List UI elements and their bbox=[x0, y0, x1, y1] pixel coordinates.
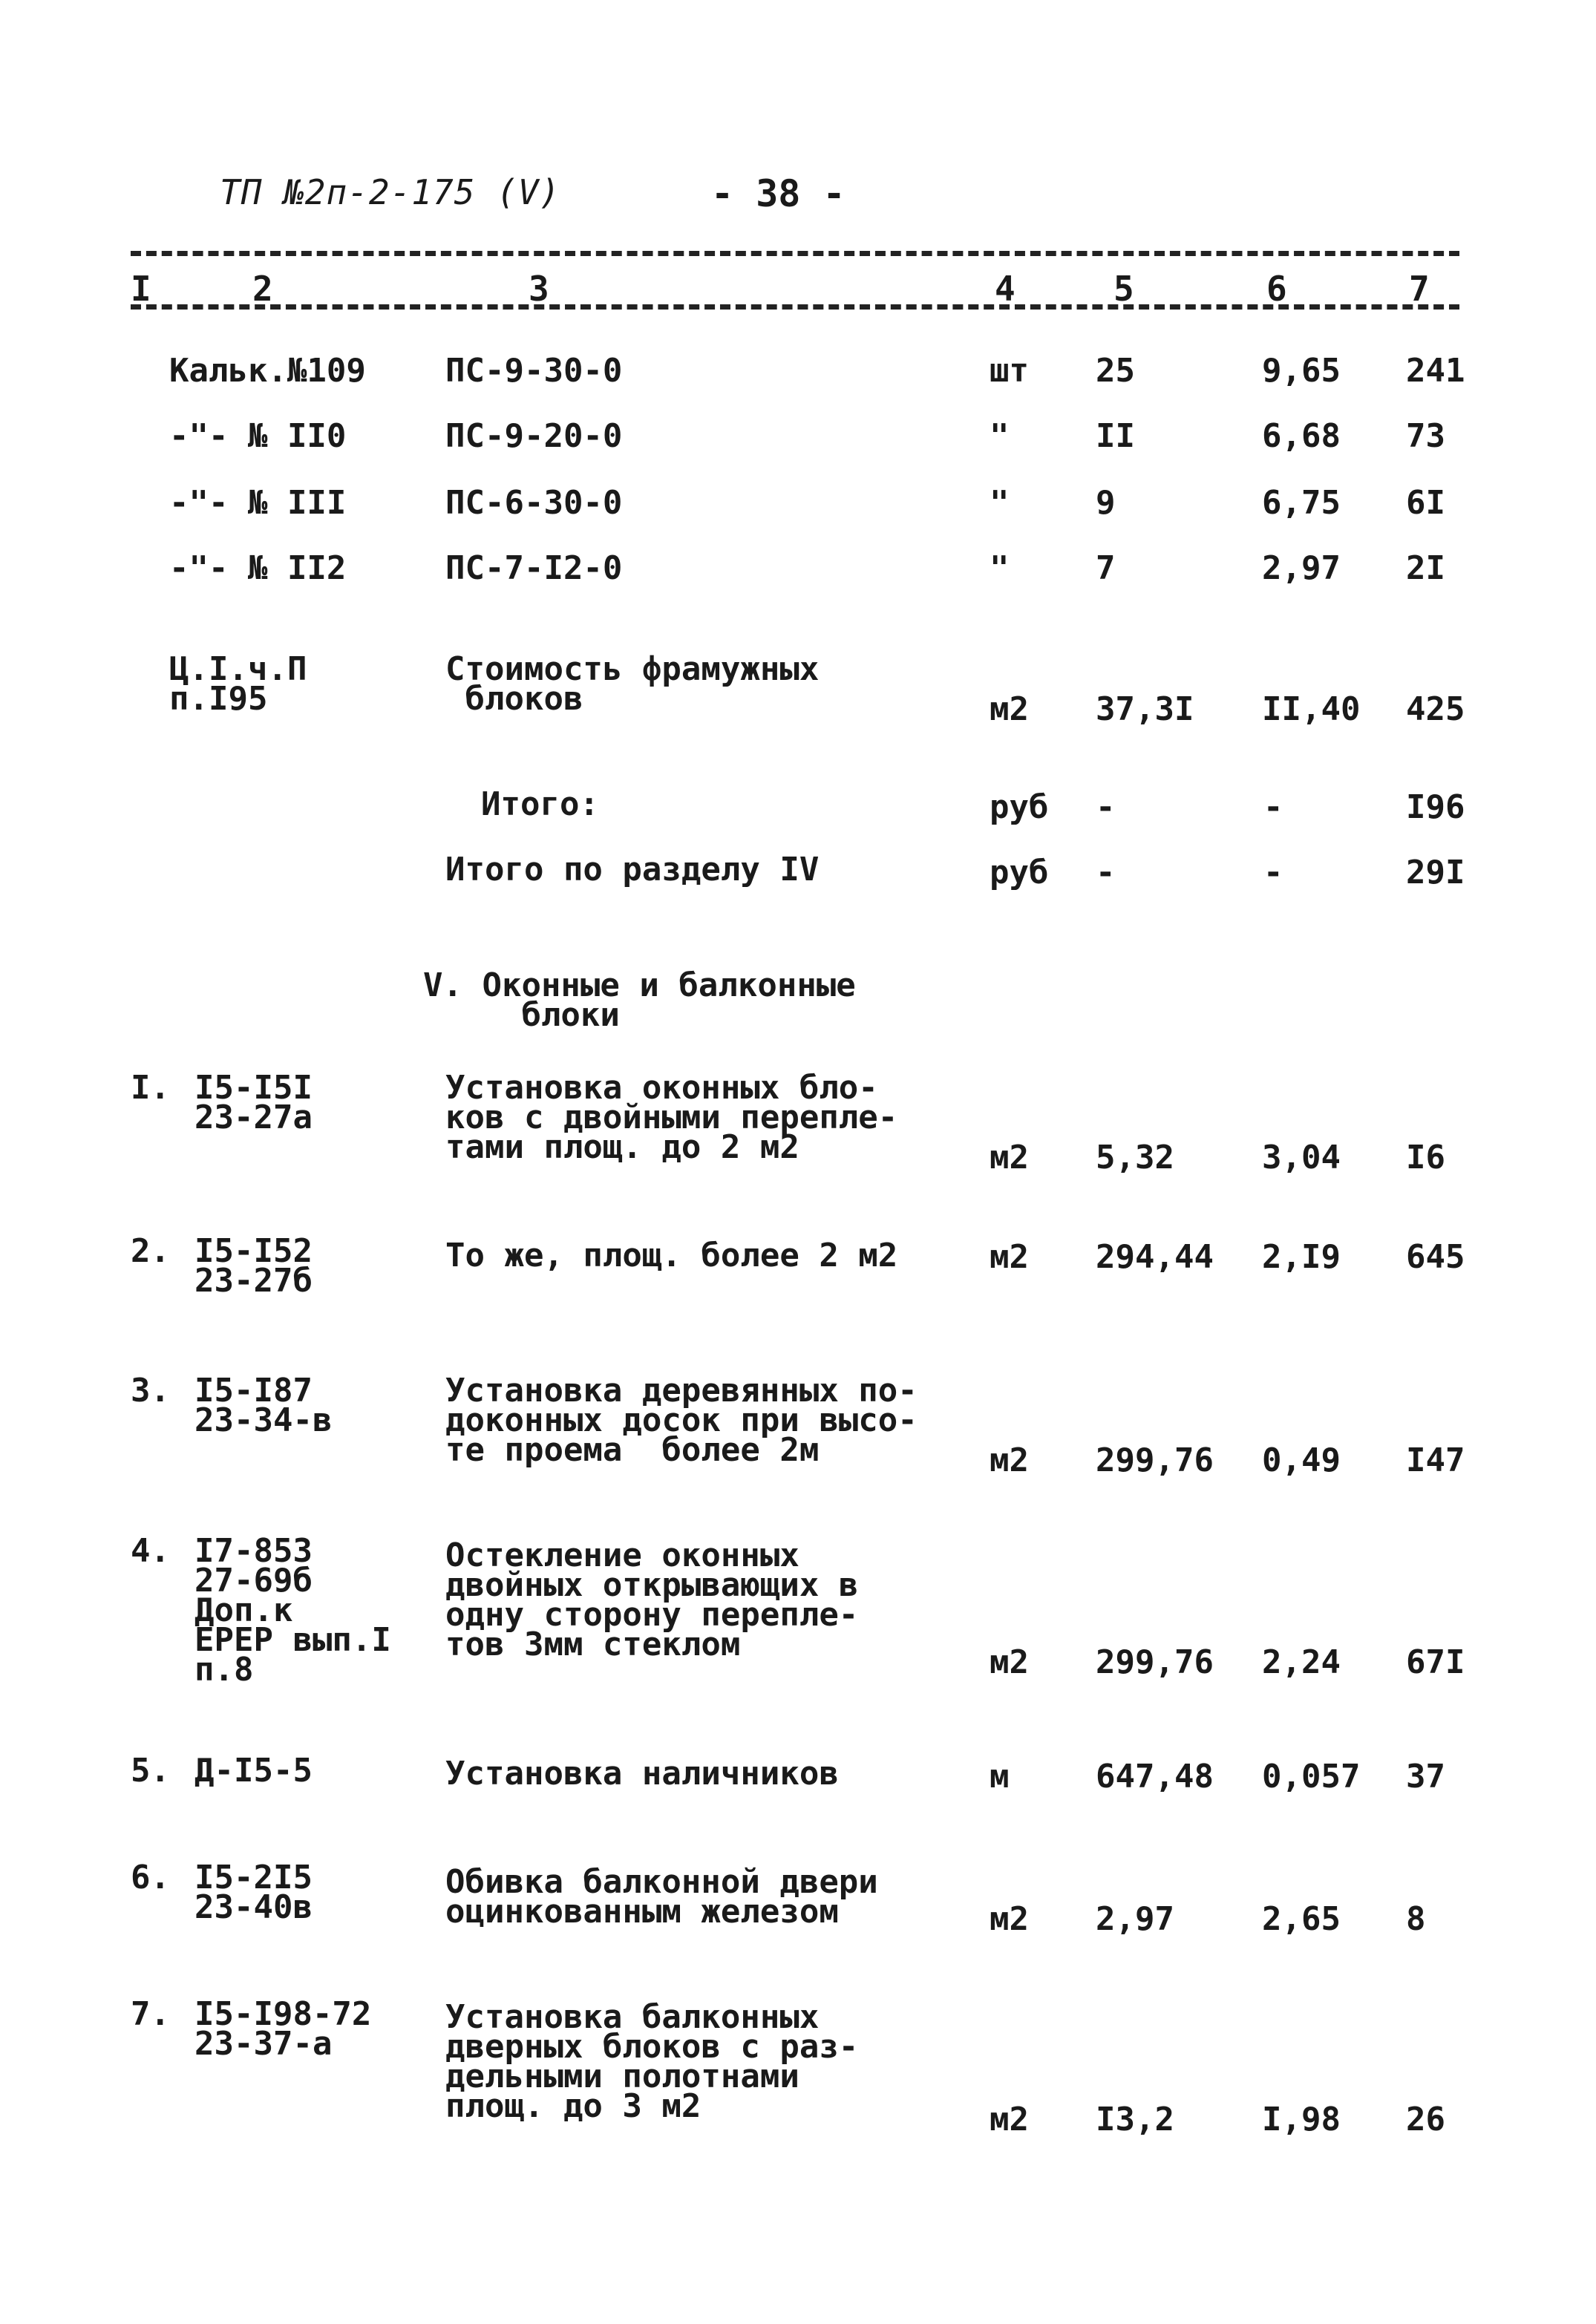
item-qty: I3,2 bbox=[1096, 2101, 1174, 2138]
row-total: 241 bbox=[1406, 352, 1465, 390]
item-ref: I5-2I5 23-40в bbox=[194, 1859, 313, 1926]
item-total: 37 bbox=[1406, 1758, 1445, 1796]
item-qty: 2,97 bbox=[1096, 1900, 1174, 1938]
item-number: 6. bbox=[131, 1859, 170, 1896]
row-total: 6I bbox=[1406, 484, 1445, 522]
item-price: 0,057 bbox=[1262, 1758, 1361, 1796]
row-qty: - bbox=[1096, 788, 1116, 826]
item-unit: м bbox=[990, 1758, 1010, 1796]
item-total: I47 bbox=[1406, 1441, 1465, 1479]
item-name: Обивка балконной двери оцинкованным железом bbox=[445, 1863, 878, 1931]
column-number-2: 2 bbox=[252, 269, 273, 309]
page-number: - 38 - bbox=[711, 172, 846, 215]
item-total: 645 bbox=[1406, 1238, 1465, 1276]
item-qty: 299,76 bbox=[1096, 1643, 1214, 1681]
item-qty: 299,76 bbox=[1096, 1441, 1214, 1479]
item-ref: I7-853 27-69б Доп.к ЕРЕР вып.I п.8 bbox=[194, 1532, 391, 1689]
row-price: - bbox=[1263, 788, 1283, 826]
column-number-3: 3 bbox=[529, 269, 549, 309]
item-unit: м2 bbox=[990, 1441, 1029, 1479]
row-qty: - bbox=[1096, 854, 1116, 891]
section-title: V. Оконные и балконные блоки bbox=[423, 966, 856, 1034]
item-name: Остекление оконных двойных открывающих в одну сторону перепле- тов 3мм стеклом bbox=[445, 1536, 859, 1663]
item-number: 3. bbox=[131, 1372, 170, 1410]
item-ref: I5-I5I 23-27а bbox=[194, 1069, 313, 1136]
row-price: 6,75 bbox=[1262, 484, 1341, 522]
row-qty: 9 bbox=[1096, 484, 1116, 522]
row-qty: 7 bbox=[1096, 549, 1116, 587]
subtotal-label: Итого: bbox=[481, 785, 599, 823]
column-number-7: 7 bbox=[1409, 269, 1430, 309]
item-name: Установка наличников bbox=[445, 1755, 839, 1793]
row-name: ПС-9-30-0 bbox=[445, 352, 623, 390]
row-name: ПС-7-I2-0 bbox=[445, 549, 623, 587]
row-price: - bbox=[1263, 854, 1283, 891]
item-ref: I5-I87 23-34-в bbox=[194, 1372, 333, 1439]
document-code: ТП №2п-2-175 (V) bbox=[220, 172, 561, 212]
column-number-4: 4 bbox=[995, 269, 1016, 309]
item-unit: м2 bbox=[990, 1238, 1029, 1276]
row-unit: " bbox=[990, 417, 1010, 455]
item-ref: Д-I5-5 bbox=[194, 1752, 313, 1790]
item-price: 0,49 bbox=[1262, 1441, 1341, 1479]
row-unit: шт bbox=[990, 352, 1029, 390]
item-number: 2. bbox=[131, 1232, 170, 1270]
row-total: I96 bbox=[1406, 788, 1465, 826]
row-unit: " bbox=[990, 549, 1010, 587]
row-ref: -"- № II0 bbox=[169, 417, 347, 455]
row-unit: руб bbox=[990, 788, 1049, 826]
item-name: Установка деревянных по- доконных досок при высо- те проема более 2м bbox=[445, 1372, 918, 1469]
row-price: 9,65 bbox=[1262, 352, 1341, 390]
item-number: 4. bbox=[131, 1532, 170, 1570]
section-total-label: Итого по разделу IV bbox=[445, 851, 820, 888]
table-header-rule bbox=[131, 304, 1459, 310]
item-price: I,98 bbox=[1262, 2101, 1341, 2138]
row-total: 29I bbox=[1406, 854, 1465, 891]
item-unit: м2 bbox=[990, 2101, 1029, 2138]
row-ref: -"- № III bbox=[169, 484, 347, 522]
item-number: 5. bbox=[131, 1752, 170, 1790]
item-total: 26 bbox=[1406, 2101, 1445, 2138]
item-price: 2,24 bbox=[1262, 1643, 1341, 1681]
row-name: ПС-6-30-0 bbox=[445, 484, 623, 522]
row-total: 73 bbox=[1406, 417, 1445, 455]
item-price: 2,I9 bbox=[1262, 1238, 1341, 1276]
item-total: I6 bbox=[1406, 1139, 1445, 1176]
row-price: 6,68 bbox=[1262, 417, 1341, 455]
row-total: 2I bbox=[1406, 549, 1445, 587]
row-ref: Кальк.№109 bbox=[169, 352, 366, 390]
item-ref: I5-I98-72 23-37-а bbox=[194, 1995, 372, 2063]
item-number: I. bbox=[131, 1069, 170, 1107]
item-total: 67I bbox=[1406, 1643, 1465, 1681]
item-name: Установка оконных бло- ков с двойными перепле- тами площ. до 2 м2 bbox=[445, 1069, 898, 1166]
row-unit: " bbox=[990, 484, 1010, 522]
column-number-1: I bbox=[131, 269, 151, 309]
row-qty: 37,3I bbox=[1096, 690, 1194, 728]
row-ref: -"- № II2 bbox=[169, 549, 347, 587]
row-ref: Ц.I.ч.П п.I95 bbox=[169, 650, 307, 718]
row-name: Стоимость фрамужных блоков bbox=[445, 650, 820, 718]
item-number: 7. bbox=[131, 1995, 170, 2033]
row-qty: 25 bbox=[1096, 352, 1135, 390]
row-name: ПС-9-20-0 bbox=[445, 417, 623, 455]
item-name: То же, площ. более 2 м2 bbox=[445, 1237, 898, 1274]
item-total: 8 bbox=[1406, 1900, 1426, 1938]
item-name: Установка балконных дверных блоков с раз- дельными полотнами площ. до 3 м2 bbox=[445, 1998, 859, 2125]
item-ref: I5-I52 23-27б bbox=[194, 1232, 313, 1300]
row-price: 2,97 bbox=[1262, 549, 1341, 587]
item-unit: м2 bbox=[990, 1643, 1029, 1681]
row-price: II,40 bbox=[1262, 690, 1361, 728]
item-qty: 647,48 bbox=[1096, 1758, 1214, 1796]
item-unit: м2 bbox=[990, 1900, 1029, 1938]
item-price: 2,65 bbox=[1262, 1900, 1341, 1938]
item-qty: 294,44 bbox=[1096, 1238, 1214, 1276]
column-number-6: 6 bbox=[1266, 269, 1287, 309]
table-top-rule bbox=[131, 251, 1459, 256]
row-total: 425 bbox=[1406, 690, 1465, 728]
row-qty: II bbox=[1096, 417, 1135, 455]
item-qty: 5,32 bbox=[1096, 1139, 1174, 1176]
row-unit: м2 bbox=[990, 690, 1029, 728]
item-unit: м2 bbox=[990, 1139, 1029, 1176]
item-price: 3,04 bbox=[1262, 1139, 1341, 1176]
row-unit: руб bbox=[990, 854, 1049, 891]
column-number-5: 5 bbox=[1113, 269, 1134, 309]
